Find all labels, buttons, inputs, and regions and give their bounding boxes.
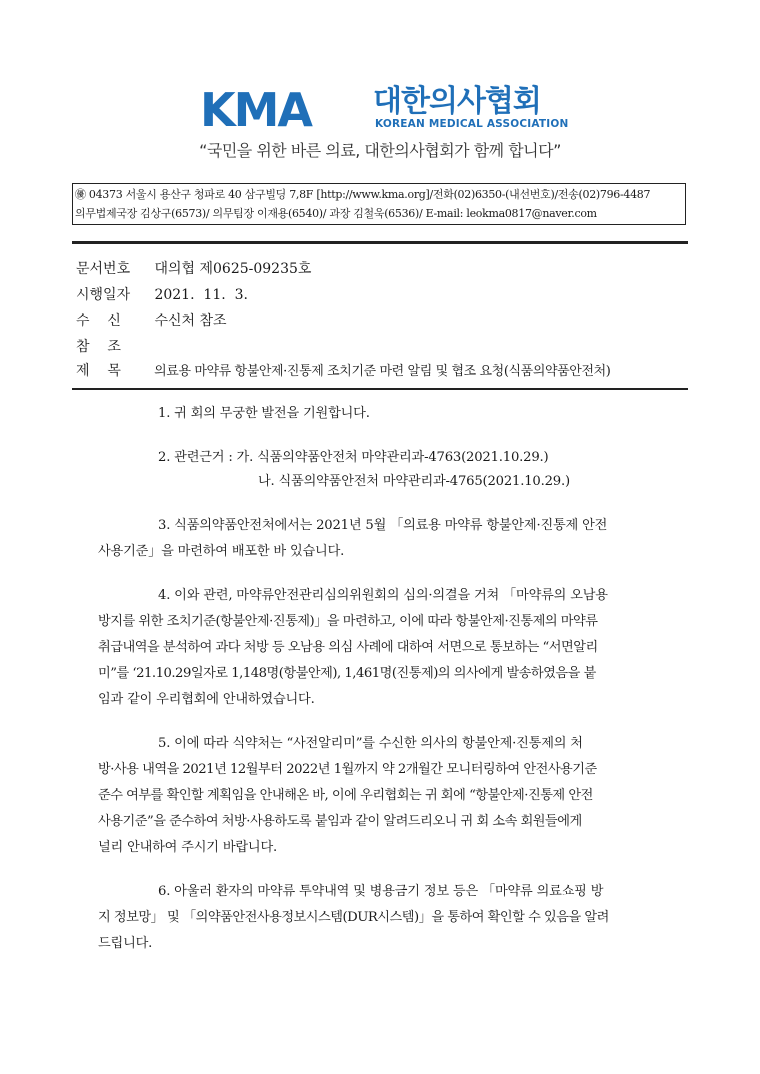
- kma-logo: [200, 83, 580, 137]
- meta-reference: [76, 336, 150, 356]
- paragraph-5-line-4: 사용기준”을 준수하여 처방·사용하도록 붙임과 같이 알려드리오니 귀 회 소속 회원들에게: [98, 814, 582, 829]
- paragraph-2-basis-b: 나. 식품의약품안전처 마약관리과-4765(2021.10.29.): [258, 474, 570, 489]
- recipient-value: 수신처 참조: [154, 313, 227, 329]
- meta-doc-number: [76, 258, 311, 278]
- paragraph-1: 1. 귀 회의 무궁한 발전을 기원합니다.: [158, 406, 370, 421]
- meta-divider: [72, 388, 688, 390]
- paragraph-3-line-1: 3. 식품의약품안전처에서는 2021년 5월 「의료용 마약류 항불안제·진통제 안전: [158, 518, 608, 533]
- meta-subject: [76, 360, 610, 380]
- paragraph-2-basis-a: 2. 관련근거 : 가. 식품의약품안전처 마약관리과-4763(2021.10.29.): [158, 450, 549, 465]
- contact-staff-line: 의무법제국장 김상구(6573)/ 의무팀장 이재용(6540)/ 과장 김철욱(6536)/ E-mail: leokma0817@naver.com: [75, 207, 597, 220]
- header-divider: [72, 241, 688, 244]
- paragraph-4-line-2: 방지를 위한 조치기준(항불안제·진통제)」을 마련하고, 이에 따라 항불안제·진통제의 마약류: [98, 614, 598, 629]
- slogan: “국민을 위한 바른 의료, 대한의사협회가 함께 합니다”: [199, 141, 561, 160]
- paragraph-4-line-5: 임과 같이 우리협회에 안내하였습니다.: [98, 692, 315, 707]
- date-value: 2021. 11. 3.: [154, 287, 248, 303]
- paragraph-6-line-3: 드립니다.: [98, 936, 153, 951]
- logo-korean-name: 대한의사협회: [373, 84, 541, 119]
- subject-value: 의료용 마약류 항불안제·진통제 조치기준 마련 알림 및 협조 요청(식품의약품안전처): [154, 364, 611, 379]
- date-label: 시행일자: [76, 287, 131, 303]
- recipient-label: 수 신: [76, 313, 121, 329]
- logo-english-name: KOREAN MEDICAL ASSOCIATION: [375, 118, 569, 130]
- contact-box: [72, 183, 686, 225]
- doc-number-value: 대의협 제0625-09235호: [154, 261, 312, 277]
- paragraph-3-line-2: 사용기준」을 마련하여 배포한 바 있습니다.: [98, 544, 345, 559]
- doc-number-label: 문서번호: [76, 261, 131, 277]
- reference-label: 참 조: [76, 339, 121, 355]
- meta-recipient: [76, 310, 227, 330]
- contact-address-line: ㊝ 04373 서울시 용산구 청파로 40 삼구빌딩 7,8F [http://www.kma.org]/전화(02)6350-(내선번호)/전송(02)796-4487: [75, 188, 651, 201]
- paragraph-4-line-4: 미”를 ‘21.10.29일자로 1,148명(항불안제), 1,461명(진통제)의 의사에게 발송하였음을 붙: [98, 666, 596, 681]
- paragraph-5-line-5: 널리 안내하여 주시기 바랍니다.: [98, 840, 277, 855]
- paragraph-5-line-3: 준수 여부를 확인할 계획임을 안내해온 바, 이에 우리협회는 귀 회에 “항불안제·진통제 안전: [98, 788, 593, 803]
- subject-label: 제 목: [76, 363, 121, 379]
- paragraph-5-line-1: 5. 이에 따라 식약처는 “사전알리미”를 수신한 의사의 항불안제·진통제의 처: [158, 736, 583, 751]
- paragraph-6-line-2: 지 정보망」 및 「의약품안전사용정보시스템(DUR시스템)」을 통하여 확인할 수 있음을 알려: [98, 910, 609, 925]
- meta-date: [76, 284, 248, 304]
- logo-letters: KMA: [200, 83, 312, 137]
- paragraph-4-line-1: 4. 이와 관련, 마약류안전관리심의위원회의 심의·의결을 거쳐 「마약류의 오남용: [158, 588, 608, 603]
- paragraph-5-line-2: 방·사용 내역을 2021년 12월부터 2022년 1월까지 약 2개월간 모니터링하여 안전사용기준: [98, 762, 597, 777]
- paragraph-4-line-3: 취급내역을 분석하여 과다 처방 등 오남용 의심 사례에 대하여 서면으로 통보하는 “서면알리: [98, 640, 598, 655]
- paragraph-6-line-1: 6. 아울러 환자의 마약류 투약내역 및 병용금기 정보 등은 「마약류 의료쇼핑 방: [158, 884, 604, 899]
